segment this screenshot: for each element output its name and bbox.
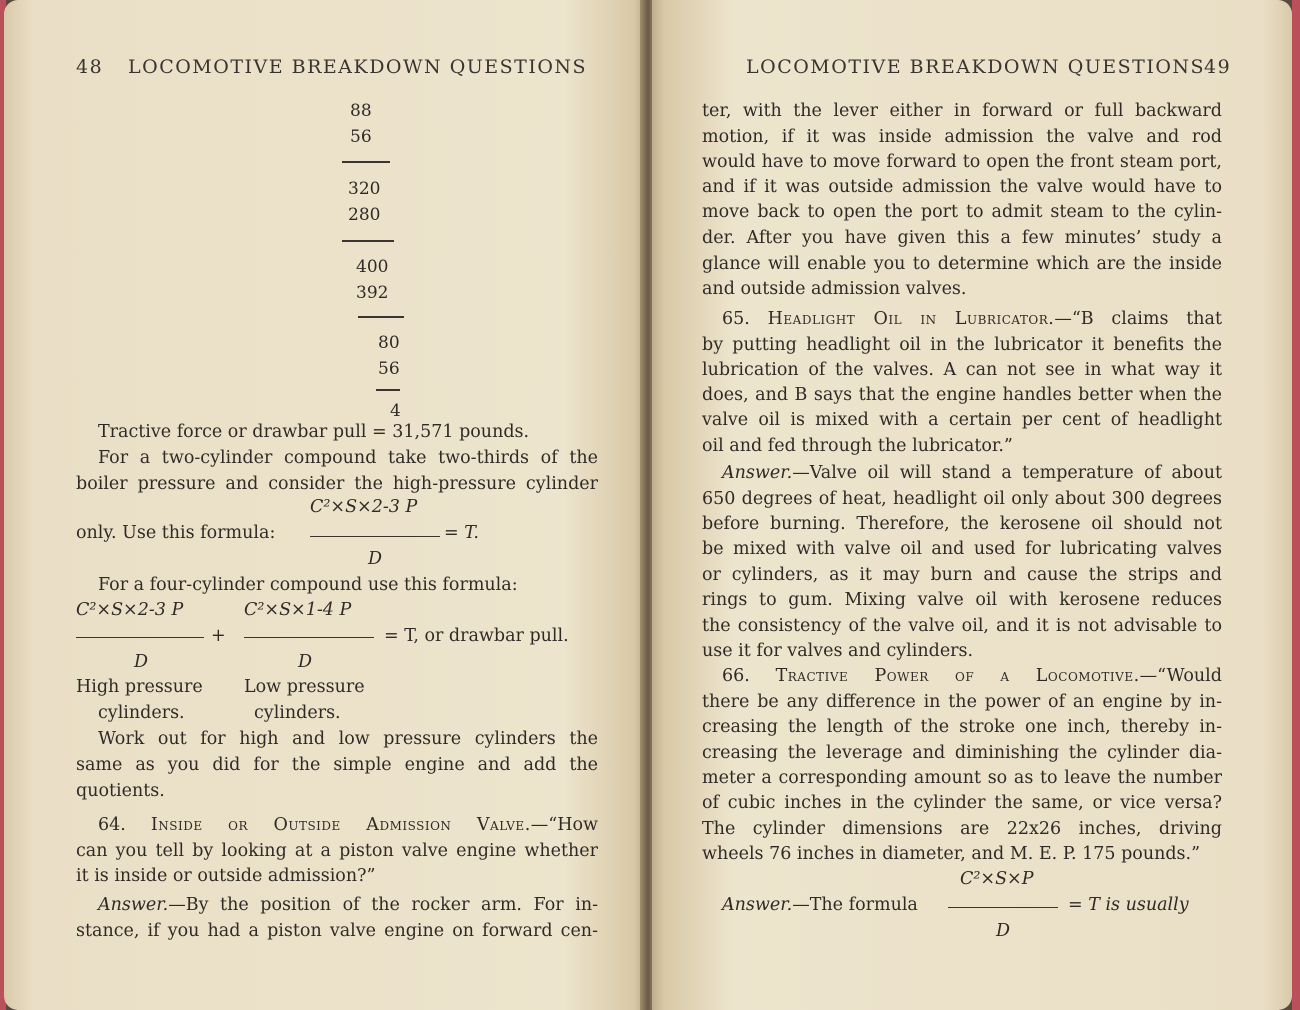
q65-line-4: valve oil is mixed with a certain per cent of headlight [702,410,1222,430]
formula3-numerator: C²×S×P [960,869,1034,889]
arith-4: 4 [390,401,401,421]
cont-line-1: ter, with the lever either in forward or full backward [702,101,1222,121]
formula2-label-low-b: cylinders. [254,703,341,723]
arith-rule-4 [376,389,400,391]
arith-rule-1 [342,161,390,163]
answer65-line-6: the consistency of the valve oil, and it is not advisable to [702,616,1222,636]
formula2-num1: C²×S×2-3 P [76,600,184,620]
page-number-right: 49 [1204,56,1232,78]
q66-heading-line [722,664,1222,690]
arith-280: 280 [348,205,381,225]
formula2-label-high-a: High pressure [76,677,203,697]
work-line-3: quotients. [76,781,165,801]
arith-320: 320 [348,179,381,199]
arith-56b: 56 [378,359,400,379]
formula2-den1: D [134,652,149,672]
two-cyl-line-2: boiler pressure and consider the high-pressure cylinder [76,474,598,494]
formula3-equals: = T is usually [1068,895,1189,915]
answer65-line-5: rings to gum. Mixing valve oil with kerosene reduces [702,590,1222,610]
cont-line-5: move back to open the port to admit steam to the cylin- [702,202,1222,222]
formula3-denominator: D [996,921,1011,941]
cont-line-4: and if it was outside admission the valve would have to [702,177,1222,197]
formula2-label-low-a: Low pressure [244,677,365,697]
two-cyl-line-1: For a two-cylinder compound take two-thirds of the [98,448,598,468]
answer65-label: Answer. [722,463,793,483]
formula1-numerator: C²×S×2-3 P [310,497,418,517]
cont-line-3: would have to move forward to open the front steam port, [702,152,1222,172]
q65-line-5: oil and fed through the lubricator.” [702,436,1013,456]
arith-rule-3 [358,316,404,318]
formula3-label-rest: —The formula [792,895,918,915]
formula1-denominator: D [368,549,383,569]
work-line-1: Work out for high and low pressure cylinders the [98,729,598,749]
answer65-line-1: 650 degrees of heat, headlight oil only about 300 degrees [702,489,1222,509]
formula1-fraction-bar [310,536,440,537]
cont-line-8: and outside admission valves. [702,279,967,299]
formula2-den2: D [298,652,313,672]
arith-400: 400 [356,257,389,277]
q66-title-wrap [776,666,1222,686]
q66-number: 66. [722,666,750,686]
answer64-first-line [98,893,598,919]
arith-rule-2 [342,240,394,242]
answer64-line-1: stance, if you had a piston valve engine on forward cen- [76,921,598,941]
formula1-equals: = T. [444,523,479,543]
q66-title: Tractive Power of a Locomotive. [775,666,1140,686]
q65-number: 65. [722,309,750,329]
answer65-first-rest: —Valve oil will stand a temperature of about [792,463,1222,483]
q66-first-rest: —“Would [1139,666,1222,686]
q65-first-rest: —“B claims that [1054,309,1222,329]
right-page [652,0,1292,1010]
q65-line-1: by putting headlight oil in the lubricator it benefits the [702,335,1222,355]
q64-title: Inside or Outside Admission Valve. [150,815,531,835]
q66-line-2: creasing the length of the stroke one inch, thereby in- [702,717,1222,737]
cont-line-2: motion, if it was inside admission the valve and rod [702,127,1222,147]
answer64-label: Answer. [98,895,169,915]
page-number-left: 48 [76,56,104,78]
answer65-first-line [722,461,1222,487]
arith-80: 80 [378,333,400,353]
q64-title-wrap [151,815,598,835]
answer64-first-rest: —By the position of the rocker arm. For in- [168,895,598,915]
running-head-left: LOCOMOTIVE BREAKDOWN QUESTIONS [128,56,588,78]
formula2-equals: = T, or drawbar pull. [384,626,569,646]
formula3-fraction-bar [948,907,1058,908]
formula2-plus: + [211,626,226,646]
answer65-line-7: use it for valves and cylinders. [702,641,974,661]
q66-line-6: The cylinder dimensions are 22x26 inches, driving [702,819,1222,839]
cont-line-7: glance will enable you to determine which are the inside [702,254,1222,274]
answer65-line-3: be mixed with valve oil and used for lubricating valves [702,539,1222,559]
q65-title: Headlight Oil in Lubricator. [767,309,1055,329]
q64-line-2: it is inside or outside admission?” [76,866,376,886]
q64-heading-line [98,813,598,839]
formula1-prefix: only. Use this formula: [76,523,276,543]
book-edge-right [1292,0,1300,1010]
q65-title-wrap [768,309,1222,329]
arith-56: 56 [350,127,372,147]
formula2-fraction-bar-1 [76,637,204,638]
q66-line-3: creasing the leverage and diminishing the cylinder dia- [702,743,1222,763]
answer65-line-2: before burning. Therefore, the kerosene oil should not [702,514,1222,534]
formula2-label-high-b: cylinders. [98,703,185,723]
cont-line-6: der. After you have given this a few minutes’ study a [702,228,1222,248]
q64-number: 64. [98,815,126,835]
left-page [4,0,644,1010]
arith-392: 392 [356,283,389,303]
answer65-line-4: or cylinders, as it may burn and cause the strips and [702,565,1222,585]
q66-line-4: meter a corresponding amount so as to leave the number [702,768,1222,788]
q66-line-1: there be any difference in the power of an engine by in- [702,692,1222,712]
formula2-num2: C²×S×1-4 P [244,600,352,620]
arith-88: 88 [350,101,372,121]
q64-line-1: can you tell by looking at a piston valve engine whether [76,841,598,861]
q66-line-7: wheels 76 inches in diameter, and M. E. P. 175 pounds.” [702,844,1201,864]
tractive-line: Tractive force or drawbar pull = 31,571 pounds. [98,422,530,442]
formula3-label: Answer. [722,895,793,915]
work-line-2: same as you did for the simple engine and add the [76,755,598,775]
q65-line-3: does, and B says that the engine handles better when the [702,385,1222,405]
four-cyl-line: For a four-cylinder compound use this formula: [98,575,518,595]
formula2-fraction-bar-2 [244,637,374,638]
running-head-right: LOCOMOTIVE BREAKDOWN QUESTIONS [746,56,1206,78]
q64-first-rest: —“How [530,815,598,835]
formula3-label-line [722,893,918,919]
q65-line-2: lubrication of the valves. A can not see in what way it [702,360,1222,380]
q66-line-5: of cubic inches in the cylinder the same, or vice versa? [702,793,1222,813]
q65-heading-line [722,307,1222,333]
